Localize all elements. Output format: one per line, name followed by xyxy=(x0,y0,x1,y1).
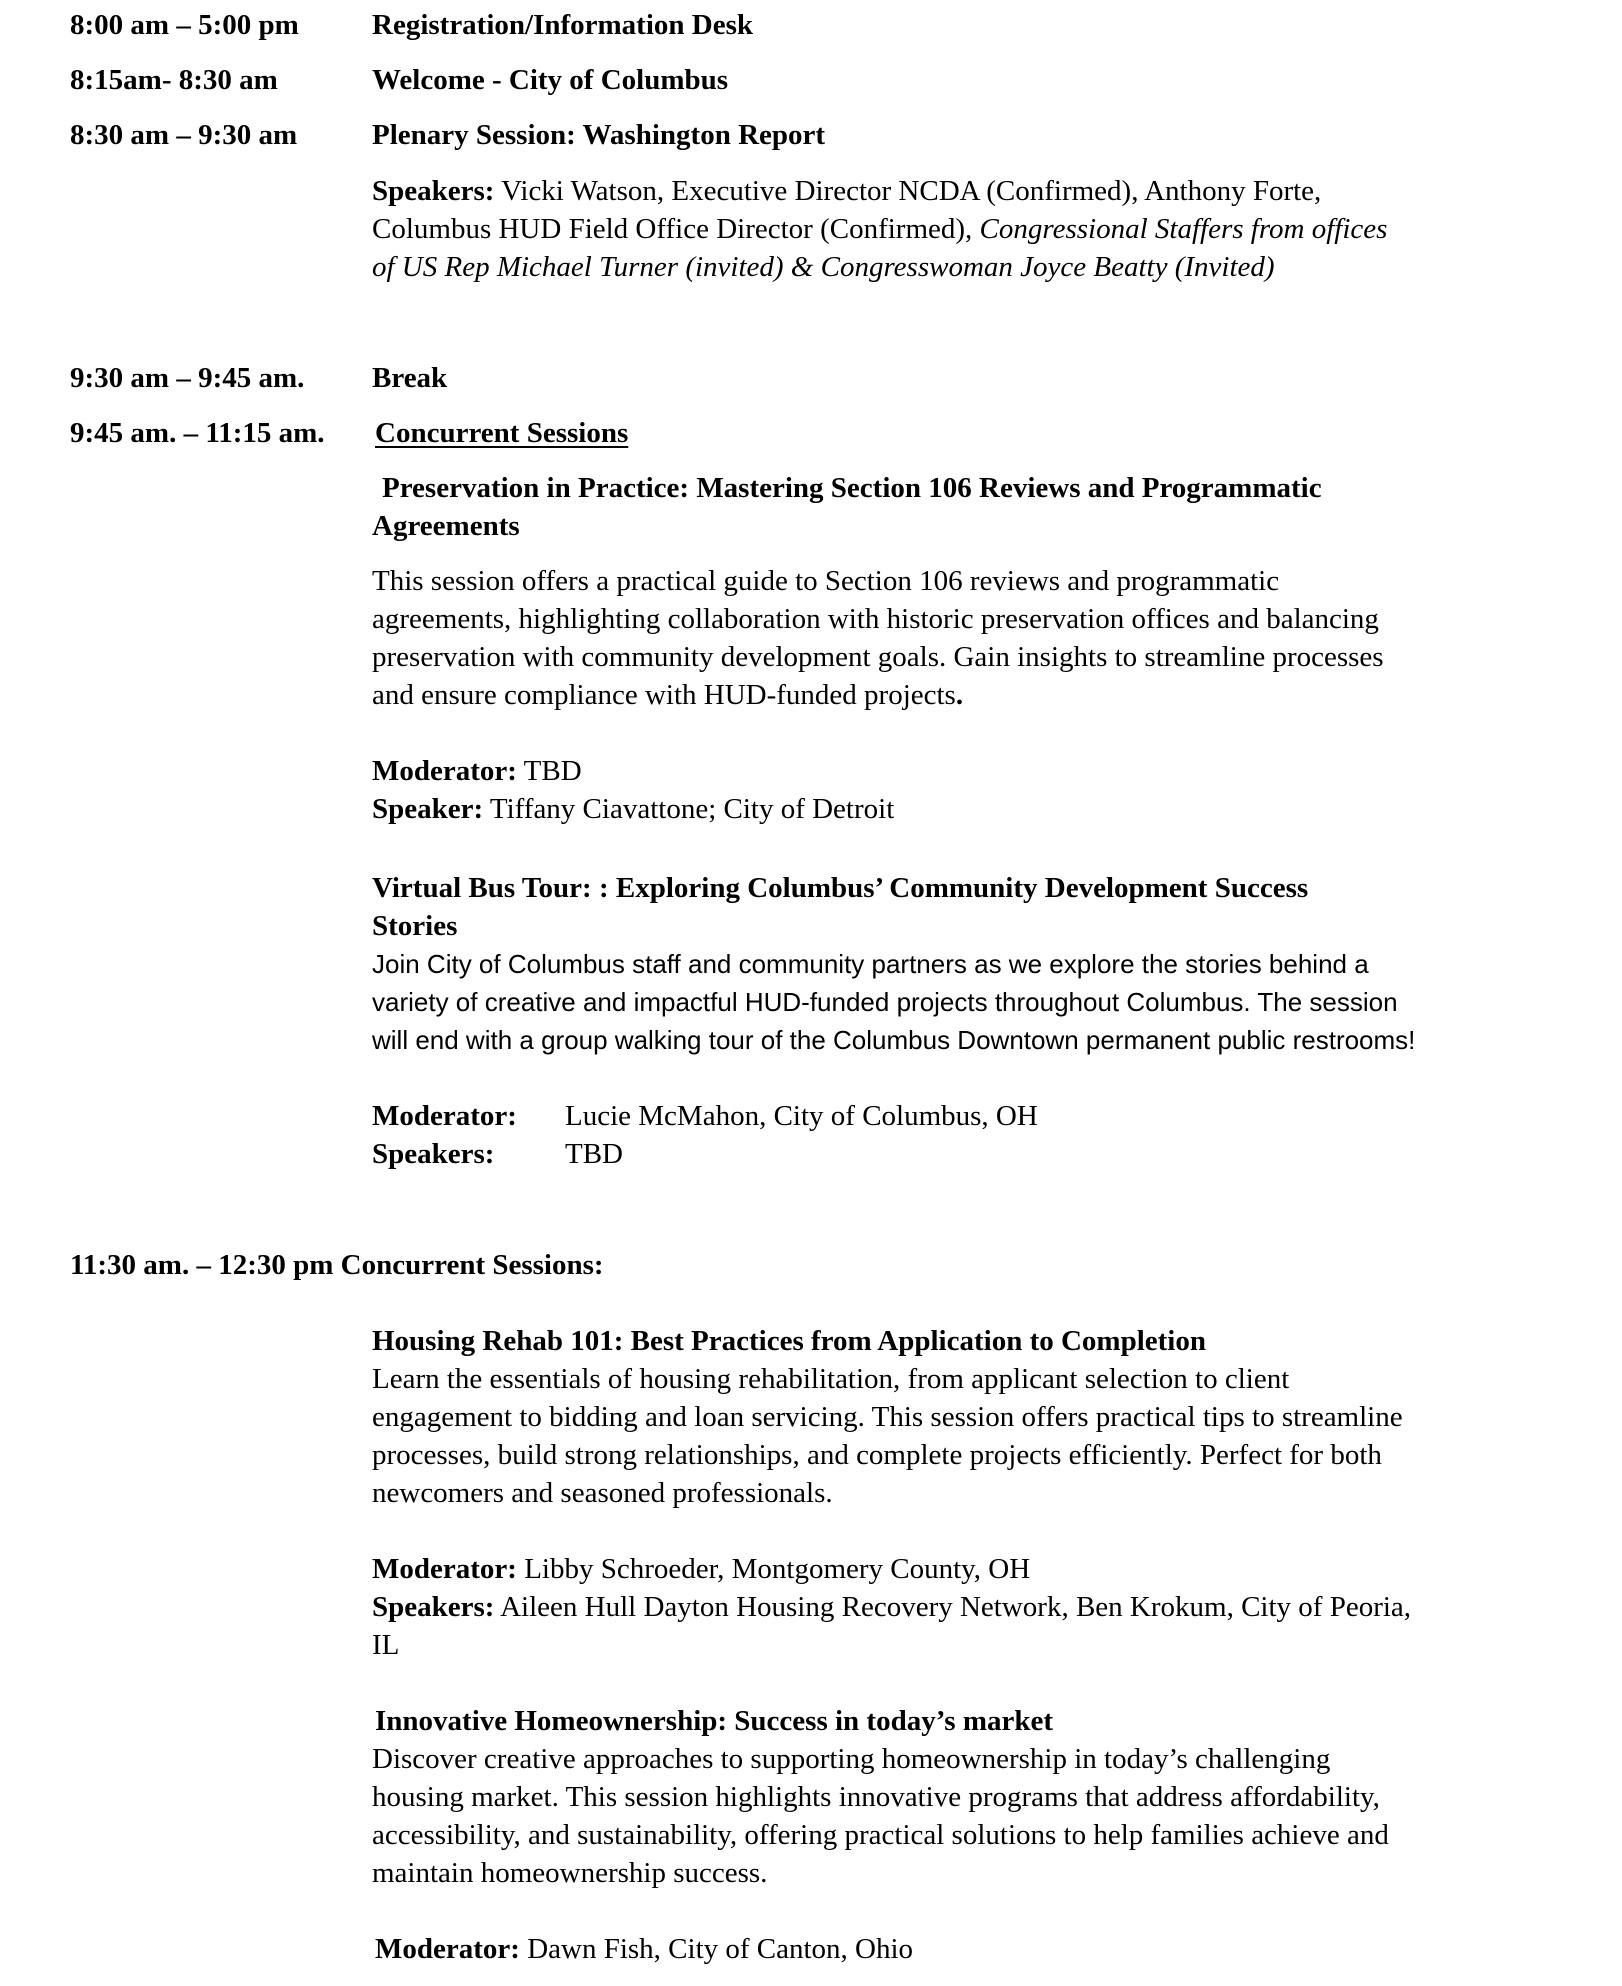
title-break: Break xyxy=(372,362,448,394)
plenary-speakers-line2: Columbus HUD Field Office Director (Confirmed), Congressional Staffers from offices xyxy=(372,213,1388,245)
heading-concurrent-2: 11:30 am. – 12:30 pm Concurrent Sessions: xyxy=(70,1249,604,1281)
session-housing-rehab-desc-line2: engagement to bidding and loan servicing. This session offers practical tips to streamline xyxy=(372,1401,1403,1433)
session-bus-tour-title-line2: Stories xyxy=(372,910,458,942)
session-homeownership-desc-line1: Discover creative approaches to supporting homeownership in today’s challenging xyxy=(372,1743,1331,1775)
session-preservation-moderator: Moderator: TBD xyxy=(372,755,582,787)
session-homeownership-desc-line3: accessibility, and sustainability, offering practical solutions to help families achieve and xyxy=(372,1819,1389,1851)
session-housing-rehab-desc-line3: processes, build strong relationships, and complete projects efficiently. Perfect for both xyxy=(372,1439,1382,1471)
time-concurrent-1: 9:45 am. – 11:15 am. xyxy=(70,417,325,449)
session-bus-tour-desc-line3: will end with a group walking tour of the Columbus Downtown permanent public restrooms! xyxy=(372,1025,1416,1055)
session-homeownership-desc-line2: housing market. This session highlights innovative programs that address affordability, xyxy=(372,1781,1380,1813)
title-registration: Registration/Information Desk xyxy=(372,9,754,41)
session-homeownership-moderator: Moderator: Dawn Fish, City of Canton, Ohio xyxy=(375,1933,914,1965)
title-welcome: Welcome - City of Columbus xyxy=(372,64,729,96)
session-homeownership-desc-line4: maintain homeownership success. xyxy=(372,1857,768,1889)
session-preservation-title-line1: Preservation in Practice: Mastering Section 106 Reviews and Programmatic xyxy=(382,472,1322,504)
plenary-speakers-line1: Speakers: Vicki Watson, Executive Director NCDA (Confirmed), Anthony Forte, xyxy=(372,175,1322,207)
session-preservation-speaker: Speaker: Tiffany Ciavattone; City of Detroit xyxy=(372,793,895,825)
time-registration: 8:00 am – 5:00 pm xyxy=(70,9,299,41)
session-housing-rehab-speakers-line2: IL xyxy=(372,1629,400,1661)
session-housing-rehab-title: Housing Rehab 101: Best Practices from Application to Completion xyxy=(372,1325,1206,1357)
session-preservation-desc-line4: and ensure compliance with HUD-funded projects. xyxy=(372,679,964,711)
session-preservation-title-line2: Agreements xyxy=(372,510,520,542)
session-housing-rehab-speakers-line1: Speakers: Aileen Hull Dayton Housing Recovery Network, Ben Krokum, City of Peoria, xyxy=(372,1591,1412,1623)
plenary-speakers-line3: of US Rep Michael Turner (invited) & Congresswoman Joyce Beatty (Invited) xyxy=(372,251,1275,283)
session-bus-tour-speakers: Speakers: TBD xyxy=(372,1138,623,1170)
session-preservation-desc-line1: This session offers a practical guide to Section 106 reviews and programmatic xyxy=(372,565,1280,597)
session-housing-rehab-desc-line1: Learn the essentials of housing rehabilitation, from applicant selection to client xyxy=(372,1363,1290,1395)
session-housing-rehab-moderator: Moderator: Libby Schroeder, Montgomery County, OH xyxy=(372,1553,1031,1585)
plenary-speakers-label: Speakers: xyxy=(372,175,495,207)
title-plenary: Plenary Session: Washington Report xyxy=(372,119,826,151)
session-preservation-desc-line2: agreements, highlighting collaboration with historic preservation offices and balancing xyxy=(372,603,1379,635)
session-preservation-desc-line3: preservation with community development goals. Gain insights to streamline processes xyxy=(372,641,1384,673)
session-homeownership-title: Innovative Homeownership: Success in today’s market xyxy=(375,1705,1054,1737)
session-bus-tour-desc-line2: variety of creative and impactful HUD-funded projects throughout Columbus. The session xyxy=(372,987,1398,1017)
session-bus-tour-desc-line1: Join City of Columbus staff and community partners as we explore the stories behind a xyxy=(372,949,1369,979)
title-concurrent-1: Concurrent Sessions xyxy=(375,417,629,449)
session-bus-tour-title-line1: Virtual Bus Tour: : Exploring Columbus’ Community Development Success xyxy=(372,872,1309,904)
time-break: 9:30 am – 9:45 am. xyxy=(70,362,305,394)
time-plenary: 8:30 am – 9:30 am xyxy=(70,119,298,151)
time-welcome: 8:15am- 8:30 am xyxy=(70,64,278,96)
session-housing-rehab-desc-line4: newcomers and seasoned professionals. xyxy=(372,1477,833,1509)
session-bus-tour-moderator: Moderator: Lucie McMahon, City of Columbus, OH xyxy=(372,1100,1038,1132)
